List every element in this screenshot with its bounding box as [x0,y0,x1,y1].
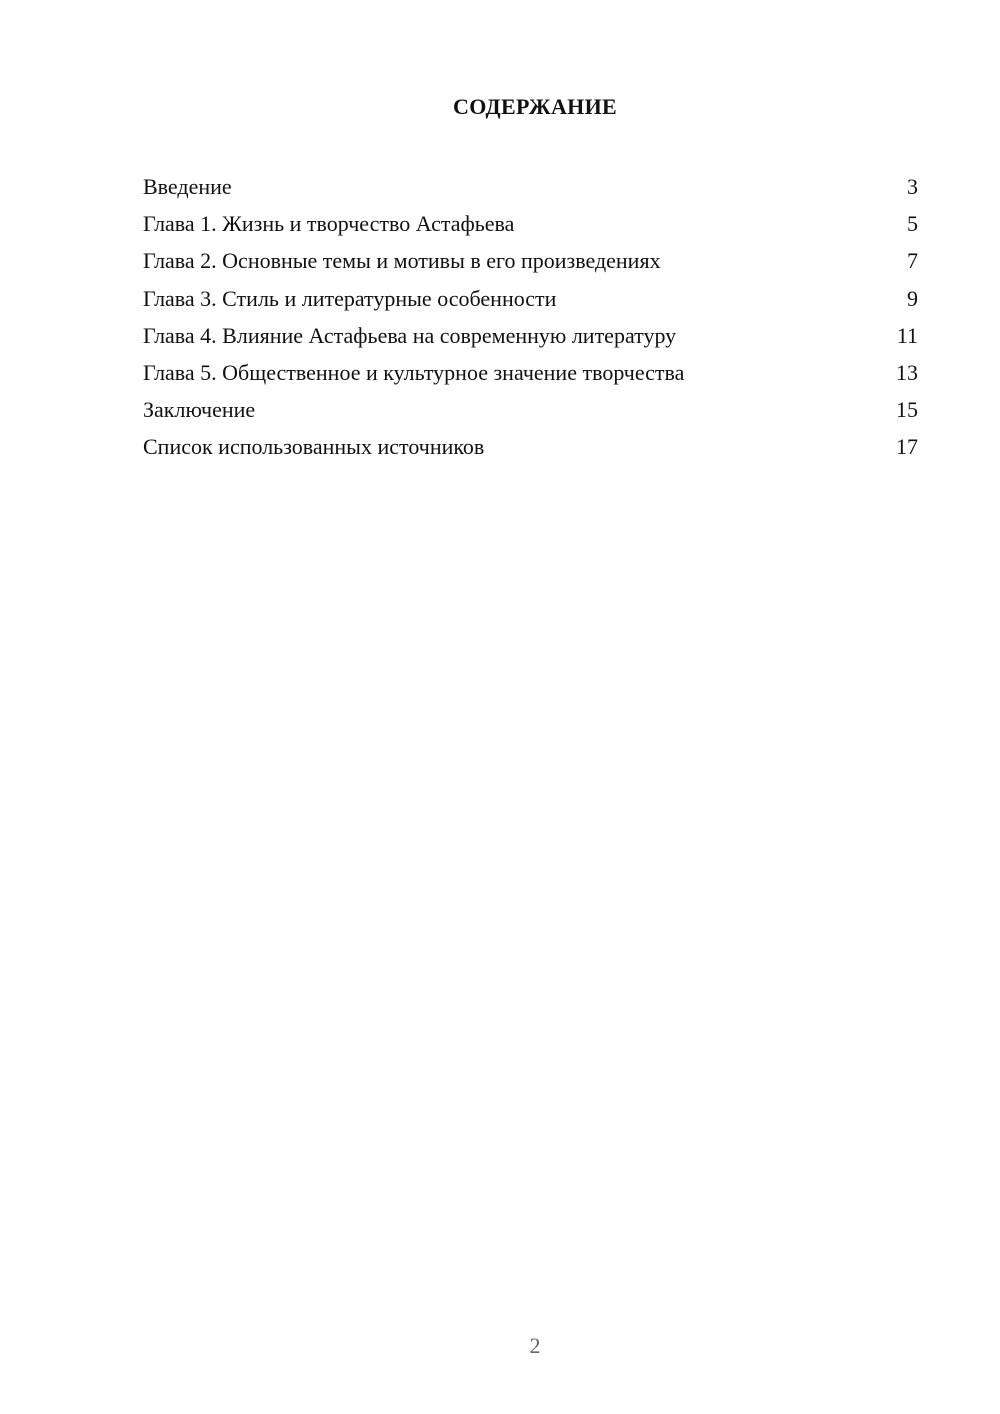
toc-entry-page: 7 [907,248,918,274]
toc-entry-label: Глава 1. Жизнь и творчество Астафьева [143,211,515,237]
toc-entry-page: 11 [896,322,918,348]
table-of-contents [143,168,918,466]
toc-entry-chapter-2[interactable] [143,242,918,279]
toc-entry-conclusion[interactable] [143,391,918,428]
toc-entry-page: 5 [907,211,918,237]
toc-entry-page: 13 [896,359,918,385]
toc-entry-chapter-3[interactable] [143,280,918,317]
toc-entry-page: 15 [896,397,918,423]
toc-entry-references[interactable] [143,428,918,465]
toc-entry-chapter-4[interactable] [143,317,918,354]
toc-entry-introduction[interactable] [143,168,918,205]
toc-entry-label: Заключение [143,397,256,423]
toc-entry-label: Введение [143,174,232,199]
toc-entry-label: Глава 4. Влияние Астафьева на современную литературу [143,322,677,348]
toc-entry-label: Глава 3. Стиль и литературные особенности [143,285,557,311]
toc-entry-label: Глава 2. Основные темы и мотивы в его произведениях [143,248,661,274]
toc-entry-label: Глава 5. Общественное и культурное значение творчества [143,359,685,385]
toc-entry-page: 3 [907,174,918,199]
page-number: 2 [529,1333,541,1358]
toc-entry-label: Список использованных источников [143,434,485,460]
toc-entry-page: 9 [907,285,918,311]
toc-entry-page: 17 [896,434,918,460]
toc-entry-chapter-1[interactable] [143,205,918,242]
toc-entry-chapter-5[interactable] [143,354,918,391]
page-title: СОДЕРЖАНИЕ [453,94,617,119]
